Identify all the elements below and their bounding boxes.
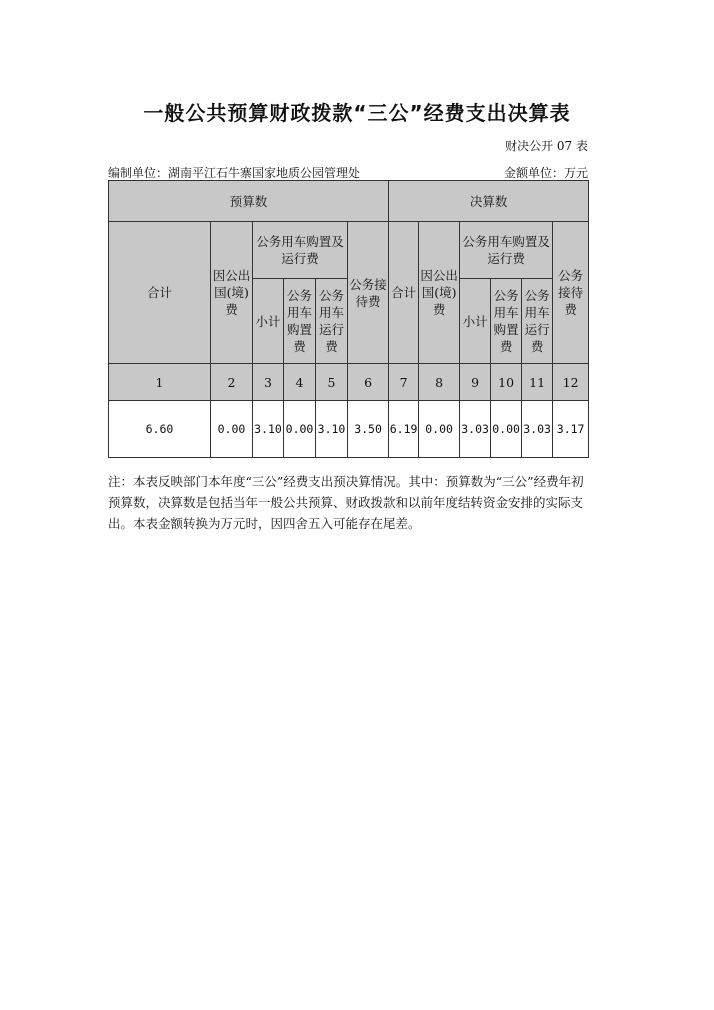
header-budget-operate: 公务用车运行费 xyxy=(316,279,348,364)
expenditure-table xyxy=(108,180,589,458)
header-final-abroad: 因公出国(境)费 xyxy=(419,222,460,364)
compiling-unit: 编制单位：湖南平江石牛寨国家地质公园管理处 xyxy=(108,166,361,180)
column-index: 3 xyxy=(253,364,284,401)
header-final-purchase: 公务用车购置费 xyxy=(491,279,522,364)
page-title: 一般公共预算财政拨款“三公”经费支出决算表 xyxy=(143,101,571,125)
footnote: 注：本表反映部门本年度“三公”经费支出预决算情况。其中：预算数为“三公”经费年初预算数，决算数是包括当年一般公共预算、财政拨款和以前年度结转资金安排的实际支出。本表金额转换为万元时，因四舍五入可能存在尾差。 xyxy=(108,474,584,531)
column-index: 9 xyxy=(460,364,491,401)
value-cell: 3.03 xyxy=(522,401,553,458)
column-index: 6 xyxy=(348,364,389,401)
value-cell: 6.60 xyxy=(109,401,211,458)
form-number: 财决公开 07 表 xyxy=(505,139,588,153)
value-cell: 3.10 xyxy=(253,401,284,458)
header-budget-reception: 公务接待费 xyxy=(348,222,389,364)
currency-unit: 金额单位：万元 xyxy=(503,166,588,180)
column-index: 11 xyxy=(522,364,553,401)
header-final-vehicle: 公务用车购置及运行费 xyxy=(460,222,553,279)
header-budget-abroad: 因公出国(境)费 xyxy=(211,222,253,364)
value-cell: 0.00 xyxy=(211,401,253,458)
value-cell: 3.17 xyxy=(553,401,589,458)
header-budget-purchase: 公务用车购置费 xyxy=(284,279,316,364)
value-cell: 3.03 xyxy=(460,401,491,458)
header-final: 决算数 xyxy=(389,181,589,222)
column-index: 8 xyxy=(419,364,460,401)
value-cell: 0.00 xyxy=(419,401,460,458)
header-final-operate: 公务用车运行费 xyxy=(522,279,553,364)
column-index: 7 xyxy=(389,364,419,401)
column-index: 12 xyxy=(553,364,589,401)
column-index: 1 xyxy=(109,364,211,401)
header-budget-subtotal: 小计 xyxy=(253,279,284,364)
column-index: 2 xyxy=(211,364,253,401)
header-final-reception: 公务接待费 xyxy=(553,222,589,364)
header-budget: 预算数 xyxy=(109,181,389,222)
value-cell: 3.10 xyxy=(316,401,348,458)
header-budget-vehicle: 公务用车购置及运行费 xyxy=(253,222,348,279)
value-cell: 3.50 xyxy=(348,401,389,458)
column-index: 4 xyxy=(284,364,316,401)
value-cell: 0.00 xyxy=(284,401,316,458)
header-final-total: 合计 xyxy=(389,222,419,364)
value-cell: 0.00 xyxy=(491,401,522,458)
header-budget-total: 合计 xyxy=(109,222,211,364)
value-cell: 6.19 xyxy=(389,401,419,458)
header-final-subtotal: 小计 xyxy=(460,279,491,364)
column-index: 10 xyxy=(491,364,522,401)
column-index: 5 xyxy=(316,364,348,401)
